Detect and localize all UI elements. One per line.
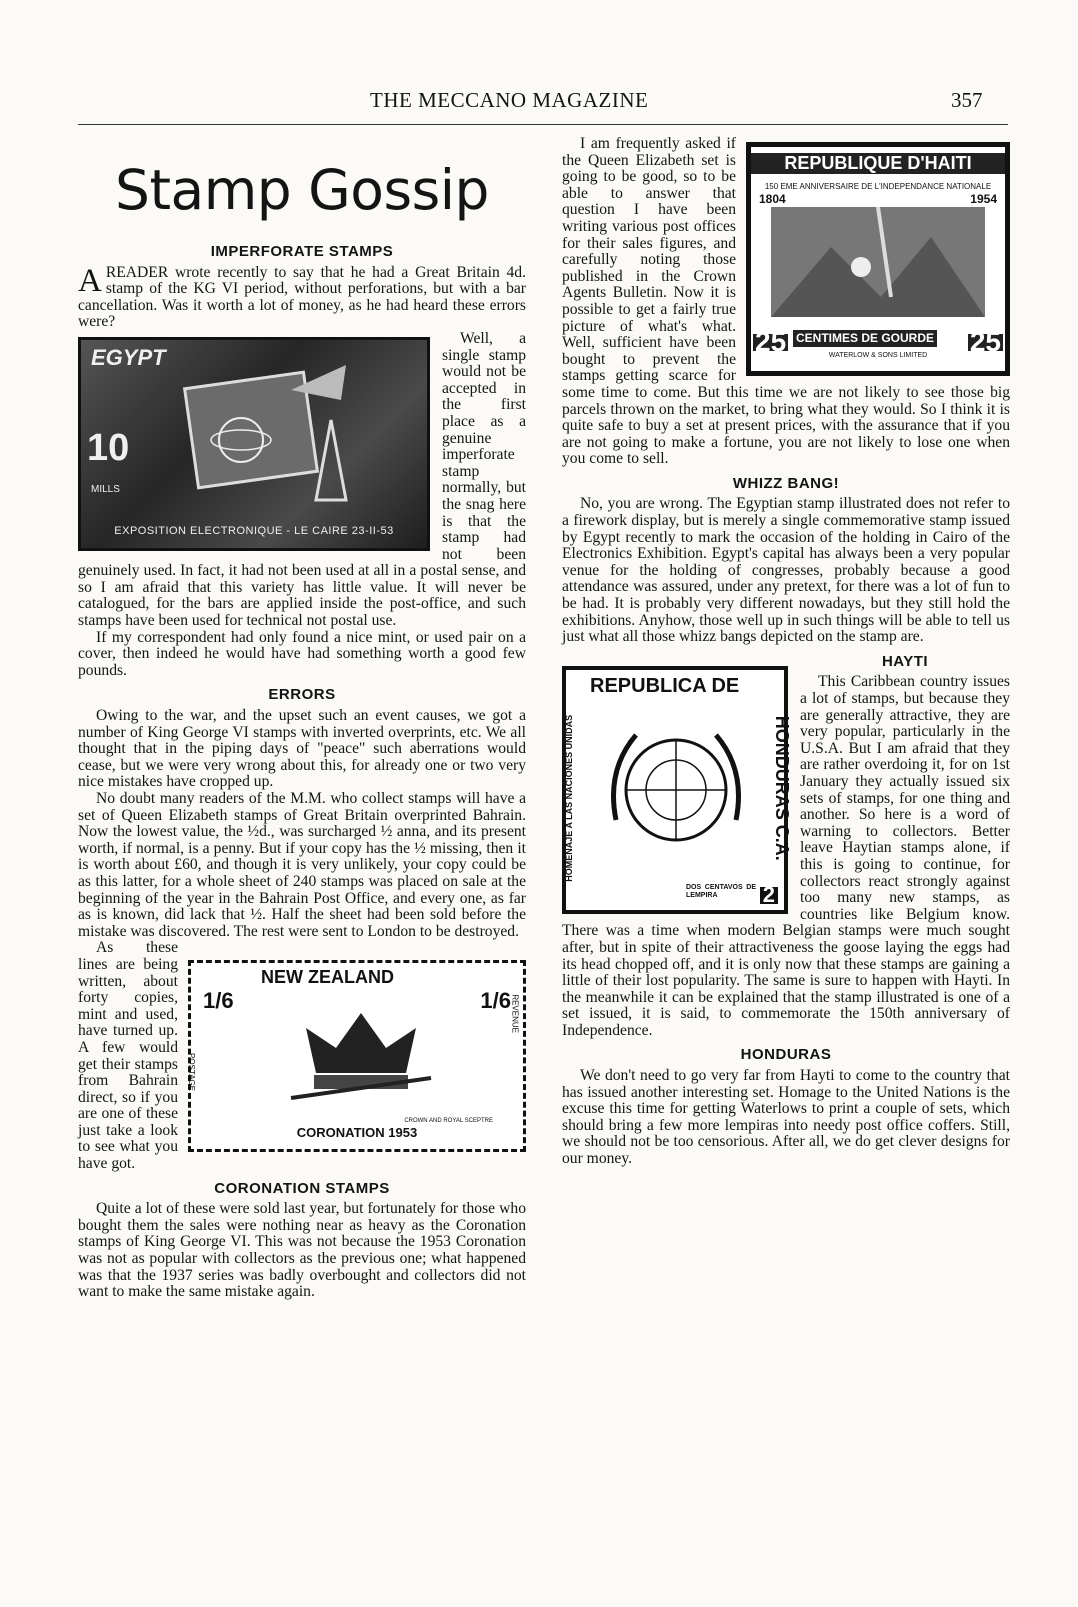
honduras-stamp-country-top: REPUBLICA DE	[590, 674, 740, 697]
section-heading-honduras: HONDURAS	[740, 1046, 832, 1064]
haiti-stamp-design	[771, 207, 985, 317]
haiti-stamp-year-left: 1804	[759, 192, 786, 206]
coronation-paragraph-2: I am frequently asked if the Queen Elizabeth set is going to be good, so to be able to answer that question I have been writing various post offices for their sales figures, and carefully noting those published in the Crown Agents Bulletin. Now it is possible to get a fairly true picture of what's what. Well, sufficient have been bought to prevent the stamps getting scarce for some time to come. But this time we are not likely to see those big parcels thrown on the market, to bring what they would. So I think it is quite safe to buy a set at present prices, with the assurance that if you are not going to make a fortune, you are not likely to lose one when you come to sell.	[562, 135, 1010, 468]
section-heading-errors: ERRORS	[268, 686, 336, 704]
crown-icon	[286, 1003, 436, 1108]
hayti-paragraph-1: This Caribbean country issues a lot of stamps, but because they are generally attractive, they are very popular, particularly in the U.S.A. But I am afraid that they are rather overdoing it, for on 1st January they actually issued six sets of stamps, for one thing and another. So here is a word of warning to collectors. Better leave Haytian stamps alone, if this is going to continue, for collectors react strongly against too many new stamps, as countries like Belgium know. There was a time when modern Belgian stamps were much sought after, but in spite of their attractiveness the goose laying the eggs had its head chopped off, and it is only now that these stamps are gaining a little of their lost popularity. The same is sure to happen with Hayti. In the meanwhile it can be explained that the stamp illustrated is one of a set issued, it is said, to commemorate the 150th anniversary of Independence.	[562, 673, 1010, 1039]
section-heading-imperforate: IMPERFORATE STAMPS	[210, 243, 394, 260]
nz-stamp-small-label: CROWN AND ROYAL SCEPTRE	[404, 1118, 493, 1125]
honduras-stamp-left-side: HOMENAJE A LAS NACIONES UNIDAS	[564, 714, 575, 882]
honduras-paragraph-1: We don't need to go very far from Hayti to come to the country that has issued another interesting set. Homage to the United Nations is the excuse this time for getting Waterlows to print a couple of sets, which should bring a few more lempiras into needy post office coffers. Still, we should not be too censorious. After all, we do get clever designs for our money.	[562, 1067, 1010, 1168]
honduras-stamp-image	[562, 666, 792, 914]
imperforate-paragraph-2: Well, a single stamp would not be accepted in the first place as a genuine imperforate stamp normally, but the snag here is that the stamp had not been genuinely used. In fact, it had not been used at all in a postal sense, and so I am afraid that this variety has little value. It will never be catalogued, for the bars are applied inside the post-office, and such stamps have been used for technical not postal use.	[78, 329, 526, 630]
article-title: Stamp Gossip	[115, 158, 489, 222]
haiti-stamp-value-label: CENTIMES DE GOURDE	[793, 330, 937, 347]
nz-stamp-left-label: POSTAGE	[187, 1053, 196, 1092]
nz-stamp-value-right: 1/6	[480, 988, 511, 1014]
right-column	[562, 136, 1010, 1168]
honduras-stamp-value-label: DOS CENTAVOS DE LEMPIRA	[686, 883, 756, 899]
nz-stamp-country: NEW ZEALAND	[261, 967, 394, 988]
haiti-stamp-subtitle: 150 EME ANNIVERSAIRE DE L'INDEPENDANCE NATIONALE	[764, 182, 992, 191]
un-emblem-icon	[596, 710, 756, 870]
new-zealand-stamp-image	[188, 960, 526, 1152]
whizz-paragraph-1: No, you are wrong. The Egyptian stamp illustrated does not refer to a firework display, but is merely a single commemorative stamp issued by Egypt recently to mark the occasion of the holding in Cairo of the Electronics Exhibition. Egypt's capital has always been a very popular venue for the holding of congresses, probably because a good attendance was assured, under any pretext, for there was a lot of fun to be had. It is probably very different nowadays, but they still hold the exhibitions. Anyhow, those well up in such things will be able to tell us just what all those whizz bangs depicted on the stamp are.	[562, 495, 1010, 646]
egypt-stamp-value: 10	[87, 426, 130, 469]
egypt-stamp-country: EGYPT	[91, 344, 166, 370]
page-number: 357	[951, 88, 983, 112]
honduras-stamp-value: 2	[760, 887, 778, 904]
nz-stamp-caption: CORONATION 1953	[296, 1124, 418, 1140]
egypt-stamp-design	[171, 360, 361, 500]
imperforate-paragraph-3: If my correspondent had only found a nice mint, or used pair on a cover, then indeed he would have had something worth a good few pounds.	[78, 628, 526, 679]
haiti-stamp-image	[746, 142, 1010, 376]
haiti-stamp-value-right: 25	[969, 326, 1001, 358]
nz-stamp-right-label: REVENUE	[511, 994, 520, 1034]
egypt-stamp-value-label: MILLS	[91, 483, 120, 495]
nz-stamp-value-left: 1/6	[203, 988, 234, 1014]
haiti-stamp-value-left: 25	[755, 326, 787, 358]
honduras-stamp-country-side: HONDURAS C.A.	[771, 715, 792, 861]
section-heading-hayti: HAYTI	[881, 652, 929, 670]
haiti-stamp-printer: WATERLOW & SONS LIMITED	[828, 352, 928, 360]
errors-paragraph-1: Owing to the war, and the upset such an event causes, we got a number of King George VI stamps with inverted overprints, etc. We all thought that in the piping days of "peace" such aberrations would cease, but we were very wrong about this, for already one or two very nice mistakes have cropped up.	[78, 707, 526, 791]
errors-paragraph-3: As these lines are being written, about forty copies, mint and used, have turned up. A few would get their stamps from Bahrain direct, so if you are one of these just take a look to see what you have got.	[78, 939, 178, 1173]
section-heading-coronation: CORONATION STAMPS	[214, 1179, 390, 1197]
coronation-paragraph-1: Quite a lot of these were sold last year, but fortunately for those who bought them the sales were nothing near as heavy as the Coronation stamps of King George VI. This was not because the 1953 Coronation was not as popular with collectors as the previous one; what happened was that the 1937 series was badly overbought and collectors did not want to make the same mistake again.	[78, 1200, 526, 1301]
left-column	[78, 150, 526, 1301]
egypt-stamp-inscription: EXPOSITION ELECTRONIQUE - LE CAIRE 23-II-53	[114, 525, 394, 538]
imperforate-paragraph-1: AREADER wrote recently to say that he had a Great Britain 4d. stamp of the KG VI period, without perforations, but with a bar cancellation. Was it worth a lot of money, as he had heard these errors were?	[78, 262, 526, 331]
header-rule	[78, 124, 1008, 125]
running-title: THE MECCANO MAGAZINE	[370, 88, 649, 112]
haiti-stamp-country: REPUBLIQUE D'HAITI	[751, 153, 1005, 174]
egypt-stamp-image	[78, 337, 430, 551]
drop-cap: A	[78, 262, 102, 299]
haiti-stamp-year-right: 1954	[970, 192, 997, 206]
errors-paragraph-2: No doubt many readers of the M.M. who collect stamps will have a set of Queen Elizabeth stamps of Great Britain overprinted Bahrain. Now the lowest value, the ½d., was surcharged ½ anna, and its present worth, if normal, is a penny. But if your copy has the ½ missing, then it is worth about £60, and though it is very unlikely, your copy could be as this latter, for a whole sheet of 240 stamps was placed on sale at the beginning of the year in the Bahrain Post Office, and every one, as far as is known, did lack that ½. Half the sheet had been sold before the mistake was discovered. The rest were sent to London to be destroyed.	[78, 790, 526, 940]
section-heading-whizz: WHIZZ BANG!	[732, 474, 840, 492]
